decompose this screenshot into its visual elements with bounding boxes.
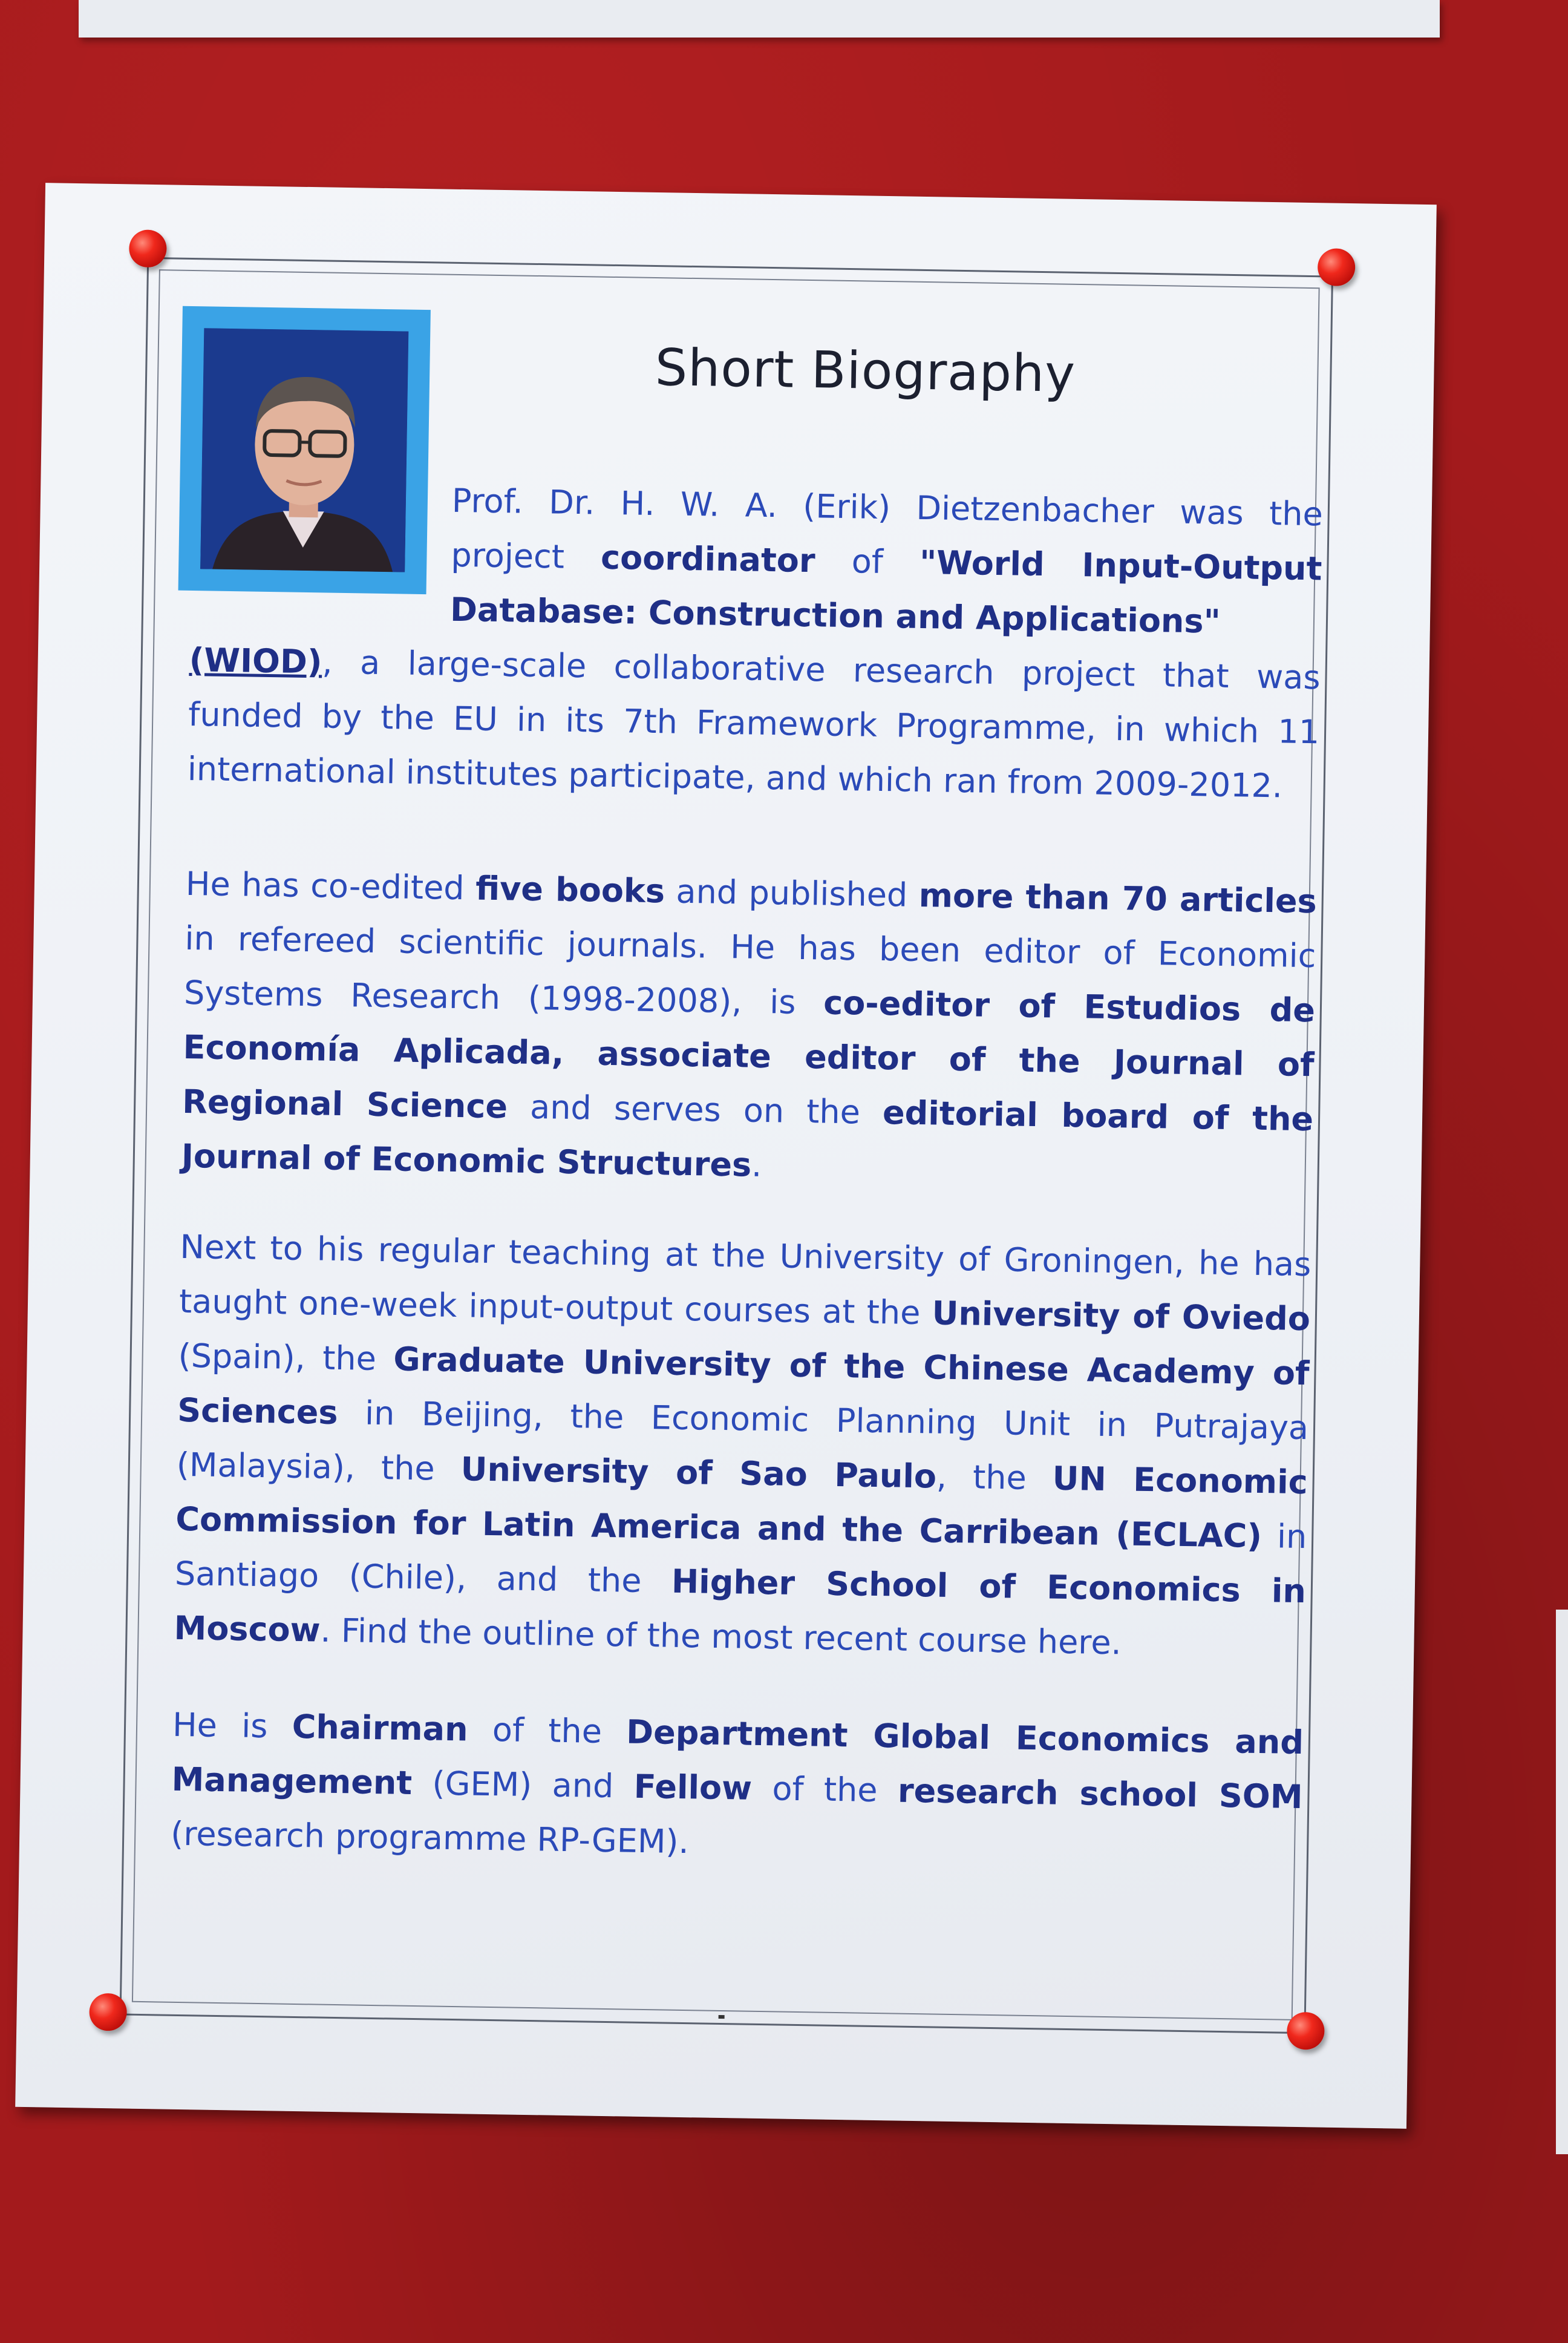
department-strong: Department Global Economics and Management — [171, 1712, 1304, 1802]
intro-text: Prof. Dr. H. W. A. (Erik) Dietzenbacher was the project — [451, 481, 1324, 577]
publications-text-d: and serves on the — [507, 1087, 883, 1132]
eclac-strong: UN Economic Commission for Latin America and the Carribean (ECLAC) — [175, 1459, 1308, 1555]
teaching-text-f: . Find the outline of the most recent course here. — [320, 1611, 1122, 1662]
small-dot-mark — [719, 2015, 725, 2019]
teaching-text-b: (Spain), the — [178, 1336, 394, 1378]
publications-text-a: He has co-edited — [185, 864, 476, 908]
chairman-text-b: of the — [468, 1710, 627, 1751]
paragraph-intro — [449, 474, 1323, 651]
fellow-strong: Fellow — [633, 1767, 753, 1807]
chairman-text-e: (research programme RP-GEM). — [170, 1814, 690, 1861]
teaching-text-c: in Beijing, the Economic Planning Unit in Putrajaya (Malaysia), the — [176, 1393, 1309, 1489]
paragraph-teaching — [174, 1220, 1312, 1673]
paragraph-publications — [181, 857, 1317, 1201]
paragraph-chairman — [171, 1698, 1304, 1879]
paragraph-intro-continued — [187, 633, 1321, 814]
biography-poster — [15, 183, 1437, 2129]
oviedo-strong: University of Oviedo — [932, 1294, 1311, 1339]
teaching-text-a: Next to his regular teaching at the University of Groningen, he has taught one-week input-output courses at the — [178, 1227, 1312, 1332]
editorial-board-strong: editorial board of the Journal of Economic Structures — [181, 1093, 1314, 1184]
articles-strong: more than 70 articles — [918, 876, 1318, 921]
chairman-text-c: (GEM) and — [411, 1763, 635, 1806]
som-strong: research school SOM — [897, 1771, 1303, 1817]
pushpin-top-right — [1318, 248, 1356, 286]
coordinator-strong: coordinator — [600, 538, 816, 580]
chairman-text-d: of the — [751, 1769, 898, 1810]
sao-paulo-strong: University of Sao Paulo — [460, 1450, 937, 1496]
publications-text-c: in refereed scientific journals. He has been editor of Economic Systems Research (1998-2008), is — [183, 919, 1316, 1022]
intro-rest: , a large-scale collaborative research project that was funded by the EU in its 7th Framework Programme, in which 11 international institutes participate, and which ran from 2009-2012. — [187, 643, 1321, 805]
pushpin-bottom-right — [1287, 2012, 1325, 2050]
intro-of: of — [815, 542, 920, 582]
hse-strong: Higher School of Economics in Moscow — [174, 1562, 1307, 1650]
page-title: Short Biography — [655, 338, 1076, 404]
portrait-photo — [200, 328, 408, 572]
wiod-link[interactable]: (WIOD) — [189, 640, 322, 681]
project-name-strong: "World Input-Output Database: Construction and Applications" — [449, 543, 1322, 641]
chairman-text-a: He is — [172, 1705, 293, 1746]
teaching-text-d: , the — [936, 1457, 1053, 1498]
chairman-strong: Chairman — [292, 1707, 469, 1749]
top-paper-edge — [79, 0, 1440, 38]
portrait-illustration — [200, 328, 408, 572]
publications-text-b: and published — [664, 872, 920, 914]
teaching-text-e: in Santiago (Chile), and the — [174, 1516, 1307, 1601]
graduate-university-strong: Graduate University of the Chinese Academy of Sciences — [177, 1340, 1310, 1432]
coeditor-strong: co-editor of Estudios de Economía Aplicada, associate editor of the Journal of Regional Science — [181, 983, 1316, 1126]
portrait-frame — [178, 306, 431, 594]
publications-text-e: . — [751, 1145, 762, 1184]
five-books-strong: five books — [475, 869, 665, 911]
right-paper-edge — [1556, 1610, 1568, 2154]
pushpin-bottom-left — [89, 1993, 127, 2031]
